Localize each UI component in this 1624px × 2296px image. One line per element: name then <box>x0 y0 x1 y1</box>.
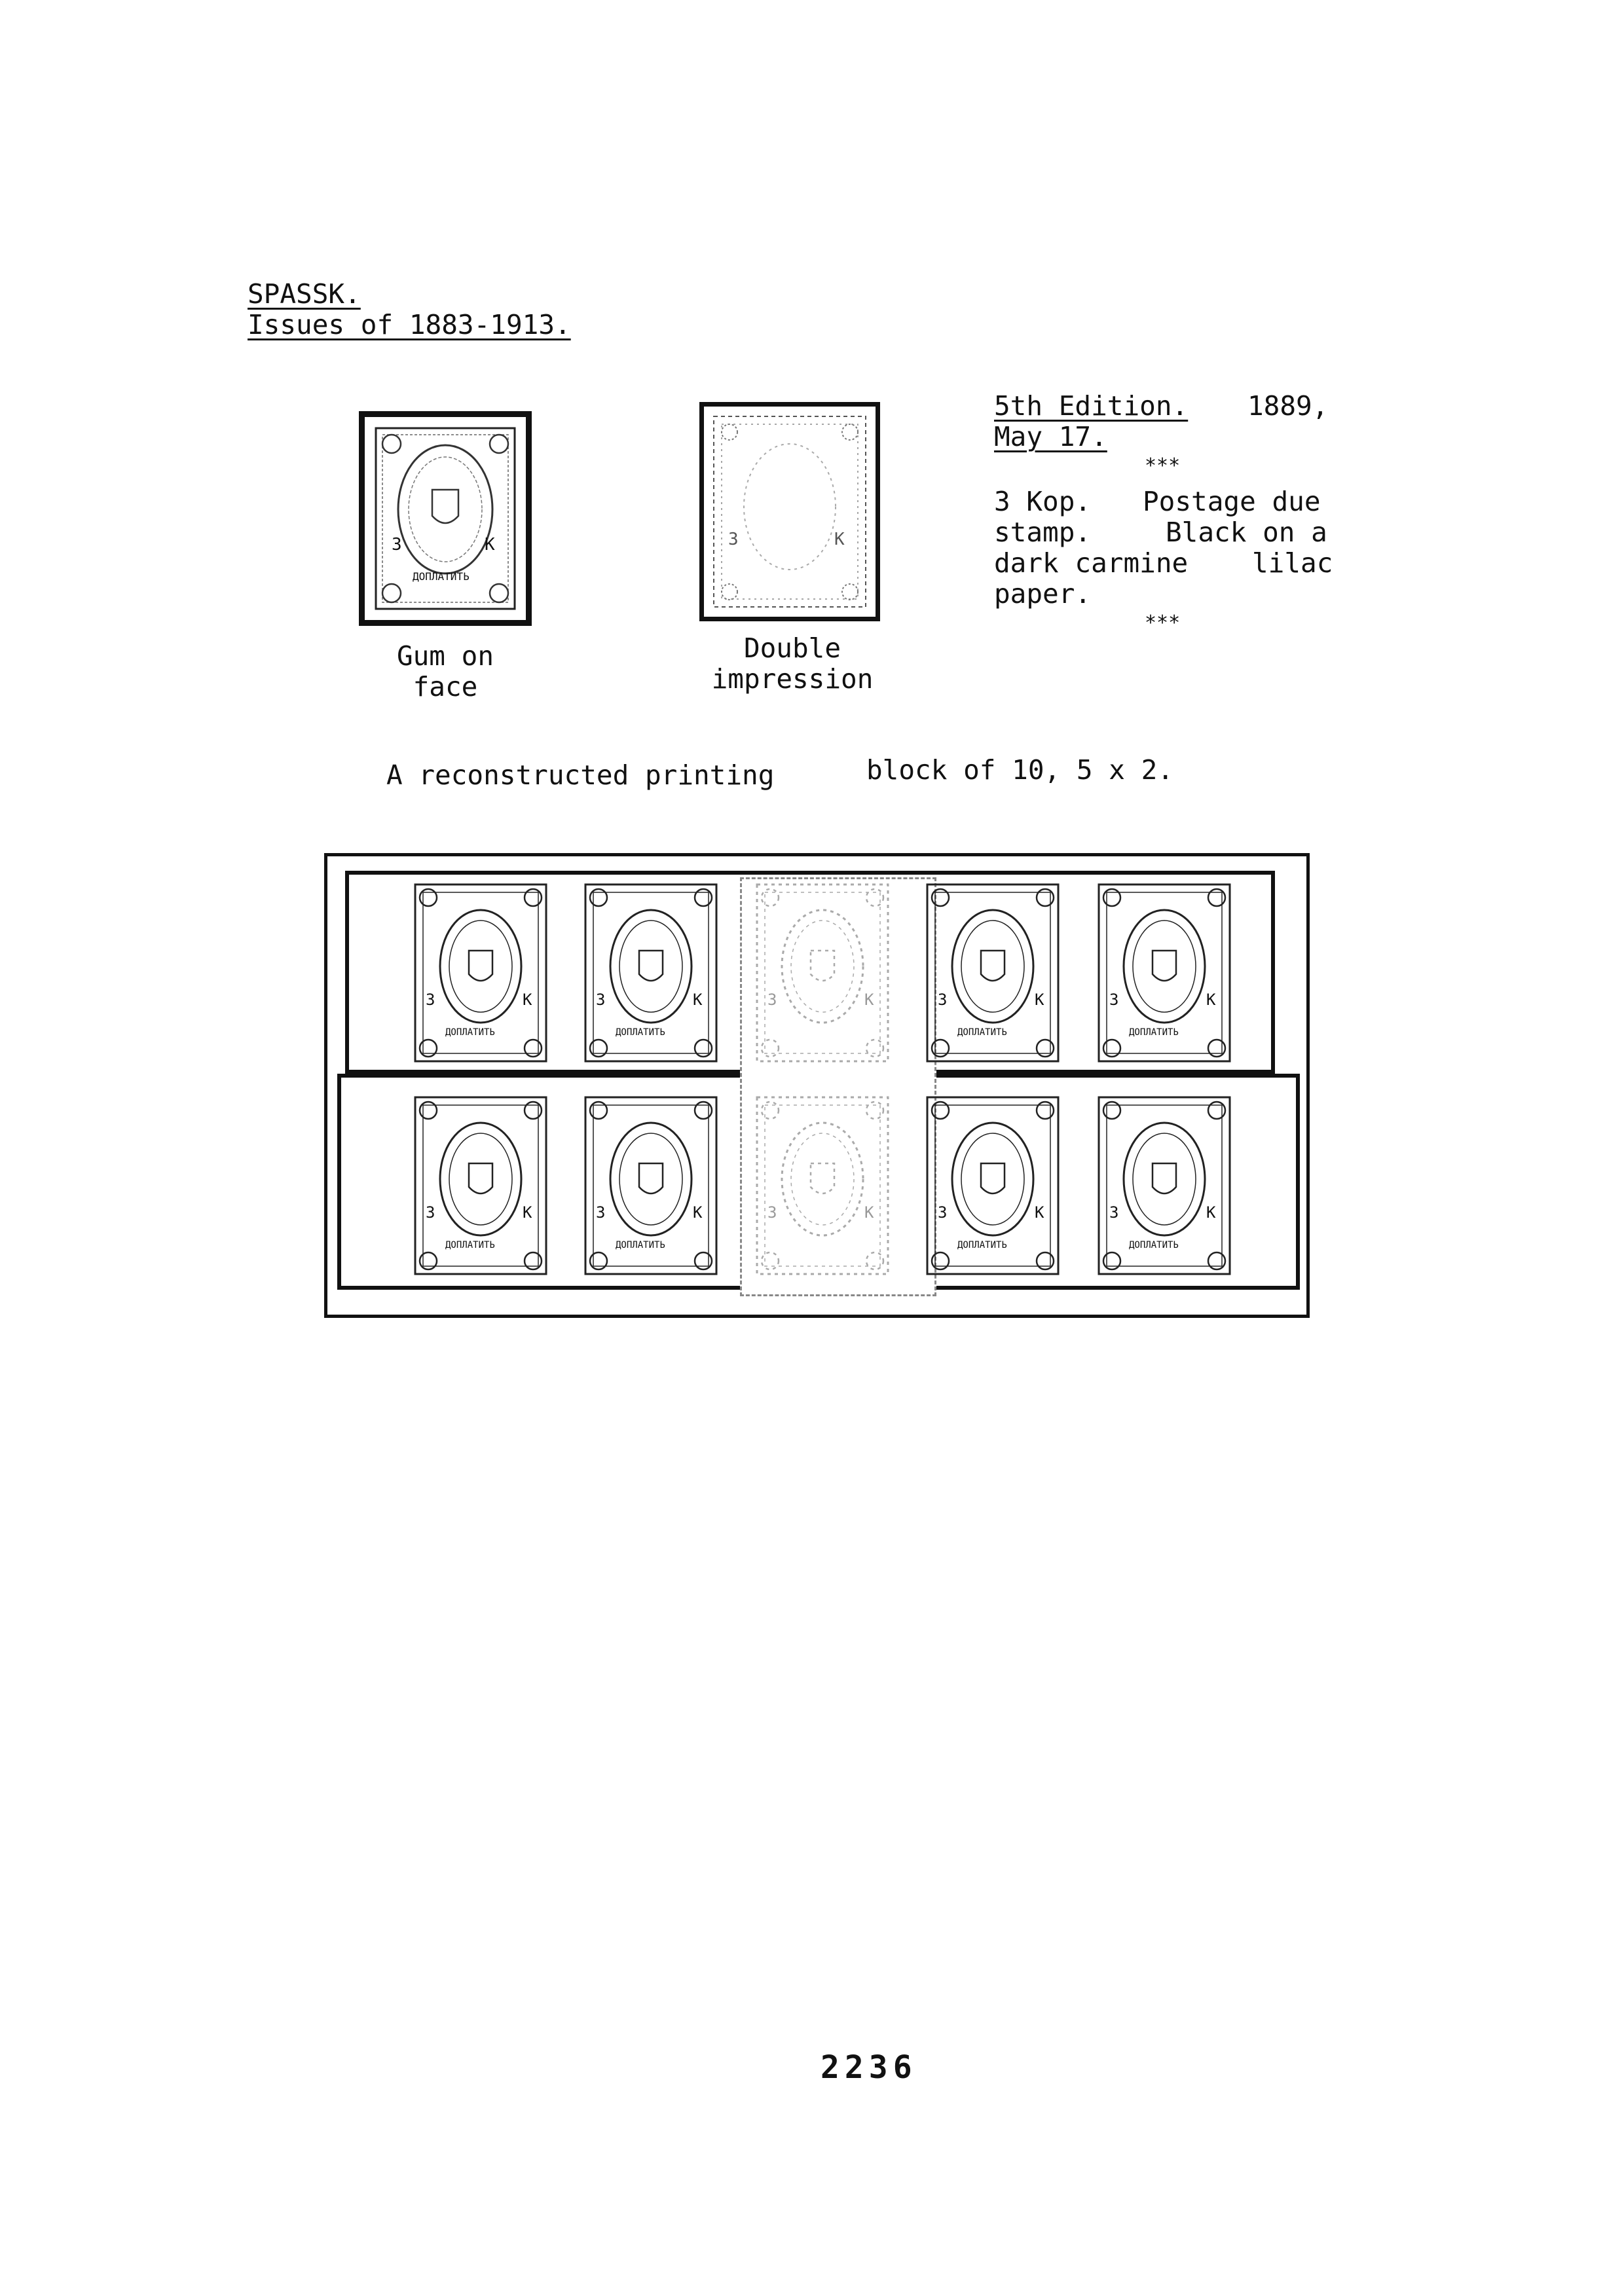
stamp-bottom-word: ДОПЛАТИТЬ <box>957 1027 1007 1038</box>
block-stamp <box>581 881 720 1065</box>
edition-year: 1889, <box>1247 390 1329 422</box>
block-stamp <box>411 1093 550 1278</box>
page-subtitle: Issues of 1883-1913. <box>248 309 571 340</box>
stamp-value-right: К <box>693 991 703 1009</box>
gum-caption-line2: face <box>413 671 478 702</box>
block-stamp <box>581 1093 720 1278</box>
stamp-design-icon <box>753 1093 892 1278</box>
stamp-value-left: 3 <box>1109 1203 1119 1222</box>
stamp-value-left: 3 <box>767 1203 777 1222</box>
desc-line4: paper. <box>994 578 1092 610</box>
desc-line3-a: dark carmine <box>994 547 1189 579</box>
stamp-gum-on-face <box>359 411 532 626</box>
stars-top: *** <box>1145 454 1181 477</box>
stamp-bottom-word: ДОПЛАТИТЬ <box>616 1027 665 1038</box>
stamp-faint-design-icon <box>699 402 880 621</box>
stamp-bottom-word: ДОПЛАТИТЬ <box>957 1240 1007 1250</box>
stamp-value-right: К <box>834 530 845 549</box>
block-caption-a: A reconstructed printing <box>386 759 775 791</box>
block-stamp <box>411 881 550 1065</box>
block-stamp <box>923 1093 1062 1278</box>
stamp-bottom-word: ДОПЛАТИТЬ <box>1129 1240 1179 1250</box>
block-stamp <box>923 881 1062 1065</box>
double-caption-line2: impression <box>711 663 874 695</box>
block-stamp <box>753 1093 892 1278</box>
stamp-value-left: 3 <box>767 991 777 1009</box>
desc-line3-b: lilac <box>1252 547 1333 579</box>
stamp-design-icon <box>753 881 892 1065</box>
stamp-value-right: К <box>864 991 874 1009</box>
stamp-value-right: К <box>1206 1203 1216 1222</box>
stamp-bottom-word: ДОПЛАТИТЬ <box>1129 1027 1179 1038</box>
desc-line1-b: Postage due <box>1143 486 1321 517</box>
page-title: SPASSK. <box>248 278 361 310</box>
block-caption-b: block of 10, 5 x 2. <box>866 754 1173 786</box>
stamp-bottom-word: ДОПЛАТИТЬ <box>445 1240 495 1250</box>
stamp-bottom-word: ДОПЛАТИТЬ <box>413 570 470 583</box>
stamp-design-icon <box>359 411 532 626</box>
stamp-value-right: К <box>864 1203 874 1222</box>
stamp-value-left: 3 <box>728 530 739 549</box>
stamp-value-right: К <box>523 991 532 1009</box>
desc-line1-a: 3 Kop. <box>994 486 1092 517</box>
desc-line2-b: Black on a <box>1166 517 1327 548</box>
stamp-value-right: К <box>1035 991 1044 1009</box>
stamp-value-left: 3 <box>596 1203 606 1222</box>
desc-line2-a: stamp. <box>994 517 1092 548</box>
block-stamp <box>1095 1093 1234 1278</box>
stamp-value-left: 3 <box>1109 991 1119 1009</box>
stamp-bottom-word: ДОПЛАТИТЬ <box>616 1240 665 1250</box>
double-caption-line1: Double <box>743 632 841 664</box>
stamp-value-right: К <box>523 1203 532 1222</box>
block-stamp <box>753 881 892 1065</box>
page-number: 2236 <box>821 2049 917 2086</box>
stamp-value-left: 3 <box>938 1203 948 1222</box>
stamp-value-left: 3 <box>426 1203 435 1222</box>
stamp-bottom-word: ДОПЛАТИТЬ <box>445 1027 495 1038</box>
gum-caption-line1: Gum on <box>396 640 494 672</box>
edition-title: 5th Edition. <box>994 390 1189 422</box>
stamp-value-left: 3 <box>596 991 606 1009</box>
stamp-value-right: К <box>1035 1203 1044 1222</box>
stamp-value-left: 3 <box>426 991 435 1009</box>
stamp-value-left: 3 <box>938 991 948 1009</box>
stamp-double-impression <box>699 402 880 621</box>
block-stamp <box>1095 881 1234 1065</box>
stamp-value-right: К <box>693 1203 703 1222</box>
edition-date: May 17. <box>994 421 1107 452</box>
stamp-value-right: К <box>1206 991 1216 1009</box>
stars-bottom: *** <box>1145 611 1181 634</box>
stamp-value-left: 3 <box>392 535 402 555</box>
stamp-value-right: К <box>485 535 495 555</box>
